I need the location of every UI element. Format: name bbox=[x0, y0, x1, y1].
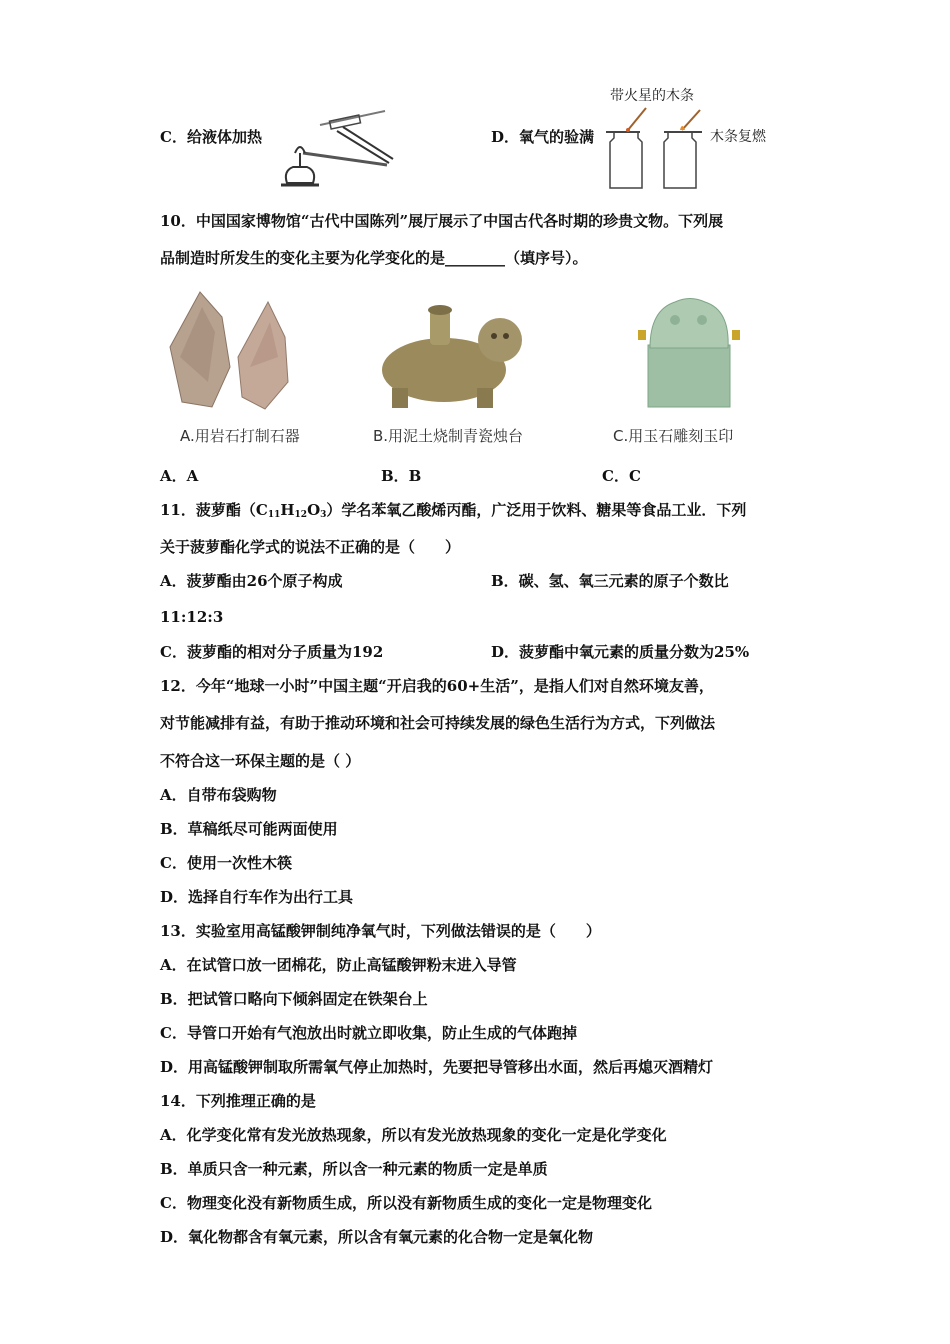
celadon-candlestick-image bbox=[372, 300, 527, 412]
q11-option-c: C．菠萝酯的相对分子质量为192 bbox=[160, 643, 384, 661]
q13-option-c: C．导管口开始有气泡放出时就立即收集，防止生成的气体跑掉 bbox=[160, 1024, 577, 1042]
q12-option-b: B．草稿纸尽可能两面使用 bbox=[160, 820, 338, 838]
q14-stem: 14．下列推理正确的是 bbox=[160, 1092, 316, 1110]
q9-option-d: D．氧气的验满 bbox=[491, 128, 595, 146]
jade-seal-image bbox=[630, 290, 750, 410]
q10-stem-line1: 10．中国国家博物馆“古代中国陈列”展厅展示了中国古代各时期的珍贵文物。下列展 bbox=[160, 212, 724, 230]
q11-option-b-continued: 11:12:3 bbox=[160, 608, 224, 626]
q13-option-a: A．在试管口放一团棉花，防止高锰酸钾粉末进入导管 bbox=[160, 956, 517, 974]
q11-stem-line1: 11．菠萝酯$(C_{11}H_{12}O_3)$学名苯氧乙酸烯丙酯，广泛用于饮料、糖果等食品工业．下列 bbox=[160, 501, 747, 520]
q11-option-b: B．碳、氢、氧三元素的原子个数比 bbox=[491, 572, 729, 590]
stone-tools-image bbox=[160, 287, 295, 412]
glowing-splint-label: 带火星的木条 bbox=[610, 88, 694, 104]
caption-a: A.用岩石打制石器 bbox=[180, 427, 300, 445]
heating-liquid-apparatus-image bbox=[275, 103, 395, 189]
caption-b: B.用泥土烧制青瓷烛台 bbox=[373, 427, 524, 445]
q13-stem: 13．实验室用高锰酸钾制纯净氧气时，下列做法错误的是（ ） bbox=[160, 922, 601, 940]
q11-option-a: A．菠萝酯由26个原子构成 bbox=[160, 572, 343, 590]
q12-stem-line3: 不符合这一环保主题的是（ ） bbox=[160, 752, 361, 770]
q14-option-b: B．单质只含一种元素，所以含一种元素的物质一定是单质 bbox=[160, 1160, 548, 1178]
q10-option-c: C．C bbox=[602, 467, 641, 485]
q12-option-a: A．自带布袋购物 bbox=[160, 786, 277, 804]
caption-c: C.用玉石雕刻玉印 bbox=[613, 427, 734, 445]
q14-option-c: C．物理变化没有新物质生成，所以没有新物质生成的变化一定是物理变化 bbox=[160, 1194, 652, 1212]
q10-stem-line2: 品制造时所发生的变化主要为化学变化的是________（填序号）。 bbox=[160, 249, 588, 267]
q13-option-d: D．用高锰酸钾制取所需氧气停止加热时，先要把导管移出水面，然后再熄灭酒精灯 bbox=[160, 1058, 714, 1076]
q12-stem-line1: 12．今年“地球一小时”中国主题“开启我的60+生活”，是指人们对自然环境友善， bbox=[160, 677, 714, 695]
q14-option-a: A．化学变化常有发光放热现象，所以有发光放热现象的变化一定是化学变化 bbox=[160, 1126, 667, 1144]
q9-option-c: C．给液体加热 bbox=[160, 128, 262, 146]
q12-option-c: C．使用一次性木筷 bbox=[160, 854, 292, 872]
q11-stem-line2: 关于菠萝酯化学式的说法不正确的是（ ） bbox=[160, 538, 461, 556]
q12-stem-line2: 对节能减排有益，有助于推动环境和社会可持续发展的绿色生活行为方式，下列做法 bbox=[160, 714, 716, 732]
q10-option-b: B．B bbox=[381, 467, 422, 485]
q11-option-d: D．菠萝酯中氧元素的质量分数为25% bbox=[491, 643, 750, 661]
q13-option-b: B．把试管口略向下倾斜固定在铁架台上 bbox=[160, 990, 428, 1008]
q12-option-d: D．选择自行车作为出行工具 bbox=[160, 888, 354, 906]
q10-option-a: A．A bbox=[160, 467, 199, 485]
q14-option-d: D．氧化物都含有氧元素，所以含有氧元素的化合物一定是氧化物 bbox=[160, 1228, 594, 1246]
oxygen-full-test-image bbox=[600, 100, 710, 192]
splint-relights-label: 木条复燃 bbox=[710, 129, 766, 145]
